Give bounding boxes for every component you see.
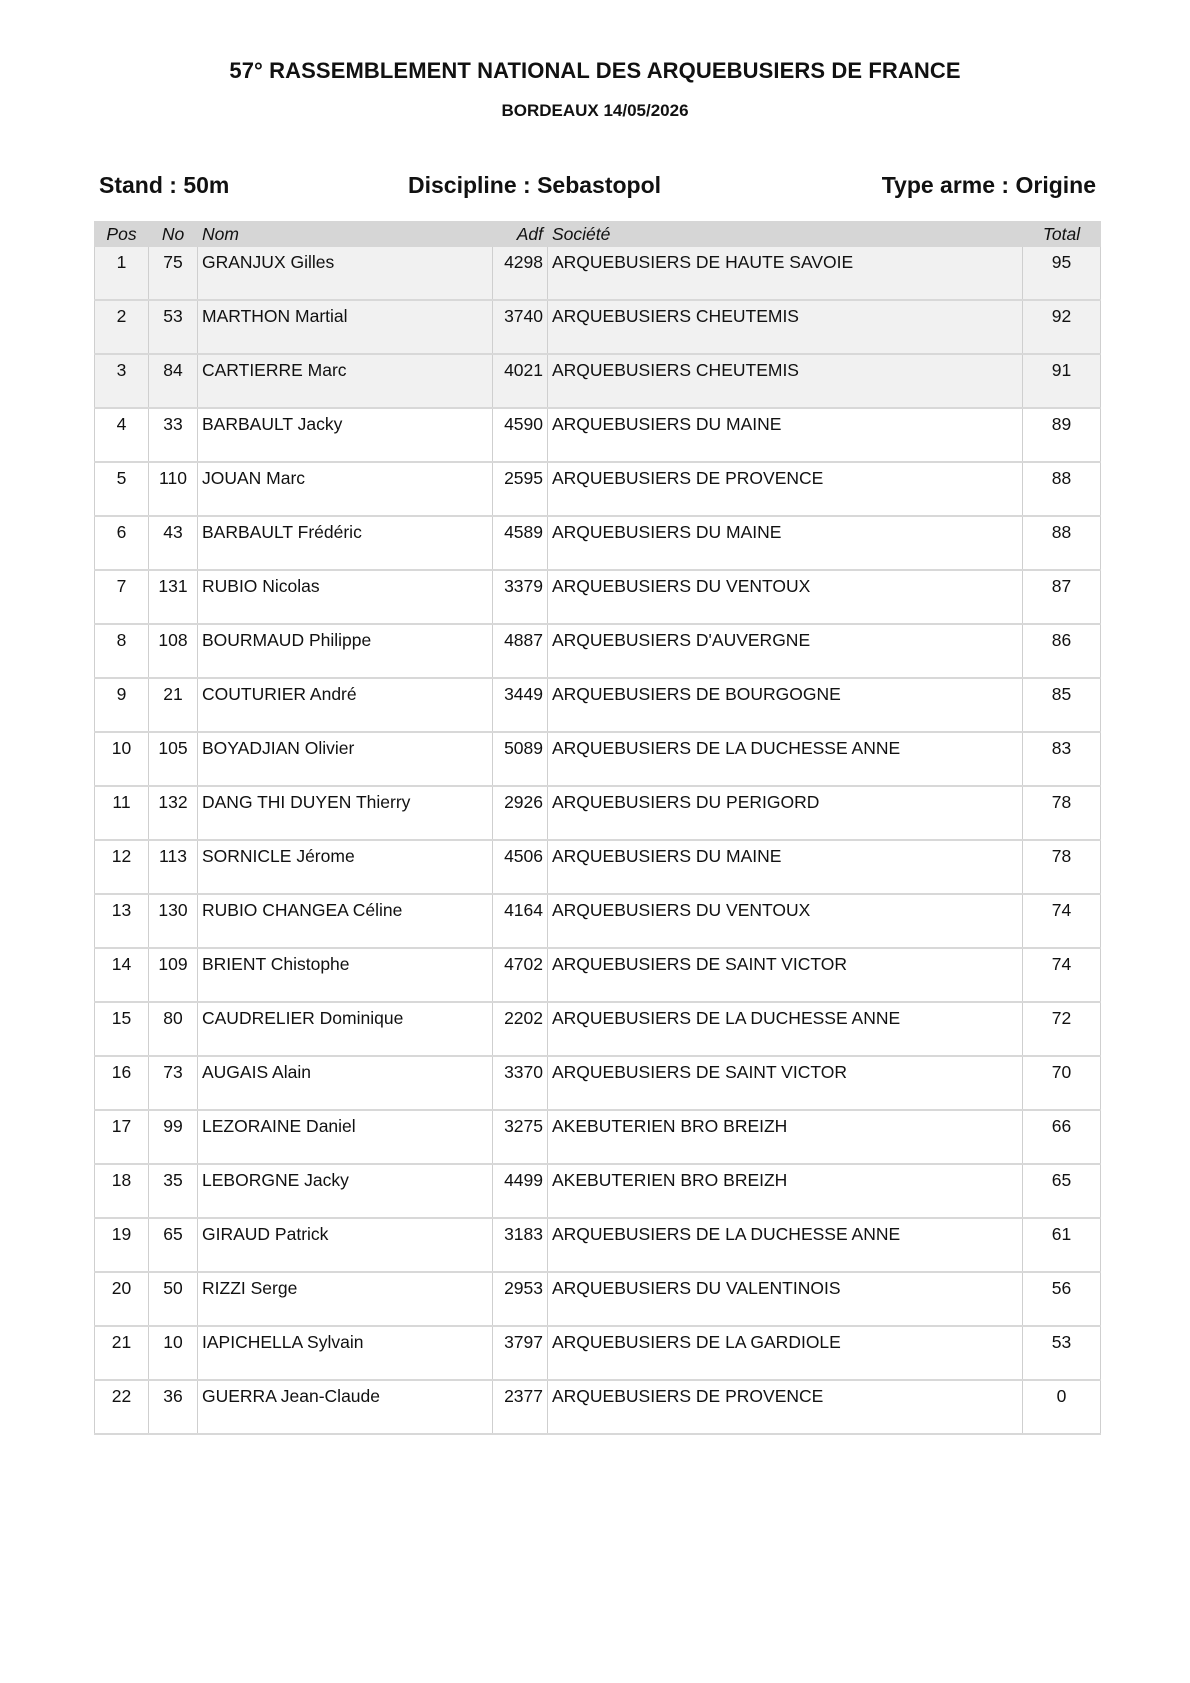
- cell-total: 74: [1023, 948, 1101, 1002]
- results-table-header: [95, 221, 1101, 247]
- cell-no: 21: [149, 678, 198, 732]
- cell-pos: 5: [95, 462, 149, 516]
- discipline-label: Discipline : Sebastopol: [408, 172, 662, 198]
- cell-societe: ARQUEBUSIERS DU VENTOUX: [548, 570, 1023, 624]
- cell-adf: 2202: [493, 1002, 548, 1056]
- cell-pos: 10: [95, 732, 149, 786]
- cell-pos: 18: [95, 1164, 149, 1218]
- cell-nom: AUGAIS Alain: [198, 1056, 493, 1110]
- cell-pos: 2: [95, 300, 149, 354]
- cell-societe: ARQUEBUSIERS DE BOURGOGNE: [548, 678, 1023, 732]
- cell-adf: 4298: [493, 247, 548, 300]
- cell-nom: RUBIO Nicolas: [198, 570, 493, 624]
- cell-societe: ARQUEBUSIERS DU VALENTINOIS: [548, 1272, 1023, 1326]
- cell-pos: 22: [95, 1380, 149, 1434]
- cell-pos: 1: [95, 247, 149, 300]
- cell-total: 86: [1023, 624, 1101, 678]
- column-header-pos: Pos: [95, 221, 149, 247]
- cell-nom: BRIENT Chistophe: [198, 948, 493, 1002]
- cell-nom: JOUAN Marc: [198, 462, 493, 516]
- cell-societe: ARQUEBUSIERS DE PROVENCE: [548, 462, 1023, 516]
- cell-pos: 6: [95, 516, 149, 570]
- cell-nom: CAUDRELIER Dominique: [198, 1002, 493, 1056]
- cell-societe: ARQUEBUSIERS DU VENTOUX: [548, 894, 1023, 948]
- cell-pos: 16: [95, 1056, 149, 1110]
- cell-pos: 19: [95, 1218, 149, 1272]
- cell-no: 130: [149, 894, 198, 948]
- table-row: [95, 408, 1101, 462]
- cell-no: 65: [149, 1218, 198, 1272]
- cell-adf: 3740: [493, 300, 548, 354]
- cell-societe: AKEBUTERIEN BRO BREIZH: [548, 1164, 1023, 1218]
- cell-societe: ARQUEBUSIERS DU PERIGORD: [548, 786, 1023, 840]
- cell-total: 56: [1023, 1272, 1101, 1326]
- results-table-body: [95, 247, 1101, 1434]
- table-row: [95, 732, 1101, 786]
- cell-pos: 8: [95, 624, 149, 678]
- cell-societe: ARQUEBUSIERS DU MAINE: [548, 408, 1023, 462]
- cell-societe: ARQUEBUSIERS DE LA GARDIOLE: [548, 1326, 1023, 1380]
- cell-pos: 12: [95, 840, 149, 894]
- cell-societe: ARQUEBUSIERS DE SAINT VICTOR: [548, 948, 1023, 1002]
- table-row: [95, 570, 1101, 624]
- table-row: [95, 678, 1101, 732]
- cell-nom: BARBAULT Jacky: [198, 408, 493, 462]
- cell-societe: ARQUEBUSIERS CHEUTEMIS: [548, 354, 1023, 408]
- table-row: [95, 1326, 1101, 1380]
- cell-societe: ARQUEBUSIERS DU MAINE: [548, 840, 1023, 894]
- cell-total: 74: [1023, 894, 1101, 948]
- table-row: [95, 462, 1101, 516]
- stand-label: Stand : 50m: [99, 172, 230, 198]
- cell-societe: ARQUEBUSIERS DE LA DUCHESSE ANNE: [548, 732, 1023, 786]
- cell-adf: 5089: [493, 732, 548, 786]
- cell-no: 80: [149, 1002, 198, 1056]
- cell-adf: 2926: [493, 786, 548, 840]
- cell-pos: 15: [95, 1002, 149, 1056]
- cell-total: 95: [1023, 247, 1101, 300]
- table-row: [95, 1002, 1101, 1056]
- cell-total: 87: [1023, 570, 1101, 624]
- cell-nom: COUTURIER André: [198, 678, 493, 732]
- cell-no: 43: [149, 516, 198, 570]
- cell-no: 99: [149, 1110, 198, 1164]
- table-row: [95, 1056, 1101, 1110]
- cell-no: 73: [149, 1056, 198, 1110]
- cell-no: 110: [149, 462, 198, 516]
- cell-adf: 3449: [493, 678, 548, 732]
- cell-societe: ARQUEBUSIERS DE HAUTE SAVOIE: [548, 247, 1023, 300]
- cell-pos: 13: [95, 894, 149, 948]
- cell-pos: 14: [95, 948, 149, 1002]
- cell-total: 89: [1023, 408, 1101, 462]
- cell-societe: ARQUEBUSIERS D'AUVERGNE: [548, 624, 1023, 678]
- table-row: [95, 354, 1101, 408]
- cell-no: 75: [149, 247, 198, 300]
- cell-pos: 9: [95, 678, 149, 732]
- table-row: [95, 247, 1101, 300]
- column-header-adf: Adf: [493, 221, 548, 247]
- cell-adf: 4506: [493, 840, 548, 894]
- cell-total: 65: [1023, 1164, 1101, 1218]
- table-row: [95, 624, 1101, 678]
- cell-total: 83: [1023, 732, 1101, 786]
- cell-pos: 21: [95, 1326, 149, 1380]
- cell-nom: LEBORGNE Jacky: [198, 1164, 493, 1218]
- cell-total: 0: [1023, 1380, 1101, 1434]
- cell-adf: 3370: [493, 1056, 548, 1110]
- table-row: [95, 1164, 1101, 1218]
- header-row: [95, 221, 1101, 247]
- cell-nom: DANG THI DUYEN Thierry: [198, 786, 493, 840]
- cell-societe: ARQUEBUSIERS DU MAINE: [548, 516, 1023, 570]
- cell-adf: 4702: [493, 948, 548, 1002]
- table-row: [95, 1380, 1101, 1434]
- table-row: [95, 840, 1101, 894]
- cell-adf: 4589: [493, 516, 548, 570]
- cell-no: 35: [149, 1164, 198, 1218]
- cell-adf: 3797: [493, 1326, 548, 1380]
- cell-total: 91: [1023, 354, 1101, 408]
- cell-nom: LEZORAINE Daniel: [198, 1110, 493, 1164]
- column-header-nom: Nom: [198, 221, 493, 247]
- cell-societe: ARQUEBUSIERS DE LA DUCHESSE ANNE: [548, 1218, 1023, 1272]
- cell-adf: 3379: [493, 570, 548, 624]
- cell-nom: CARTIERRE Marc: [198, 354, 493, 408]
- cell-no: 36: [149, 1380, 198, 1434]
- cell-nom: RUBIO CHANGEA Céline: [198, 894, 493, 948]
- cell-societe: AKEBUTERIEN BRO BREIZH: [548, 1110, 1023, 1164]
- table-row: [95, 1110, 1101, 1164]
- cell-nom: IAPICHELLA Sylvain: [198, 1326, 493, 1380]
- cell-nom: BOYADJIAN Olivier: [198, 732, 493, 786]
- cell-adf: 4164: [493, 894, 548, 948]
- cell-total: 61: [1023, 1218, 1101, 1272]
- cell-nom: SORNICLE Jérome: [198, 840, 493, 894]
- cell-total: 92: [1023, 300, 1101, 354]
- column-header-societe: Société: [548, 221, 1023, 247]
- cell-total: 72: [1023, 1002, 1101, 1056]
- cell-total: 78: [1023, 786, 1101, 840]
- table-row: [95, 894, 1101, 948]
- cell-nom: GIRAUD Patrick: [198, 1218, 493, 1272]
- cell-total: 88: [1023, 516, 1101, 570]
- cell-adf: 2377: [493, 1380, 548, 1434]
- cell-total: 85: [1023, 678, 1101, 732]
- table-row: [95, 948, 1101, 1002]
- cell-total: 70: [1023, 1056, 1101, 1110]
- cell-no: 53: [149, 300, 198, 354]
- cell-total: 88: [1023, 462, 1101, 516]
- cell-nom: GUERRA Jean-Claude: [198, 1380, 493, 1434]
- cell-adf: 4887: [493, 624, 548, 678]
- cell-no: 33: [149, 408, 198, 462]
- cell-total: 53: [1023, 1326, 1101, 1380]
- results-table: [94, 221, 1101, 1435]
- cell-pos: 7: [95, 570, 149, 624]
- cell-total: 78: [1023, 840, 1101, 894]
- cell-no: 109: [149, 948, 198, 1002]
- cell-no: 84: [149, 354, 198, 408]
- cell-no: 132: [149, 786, 198, 840]
- cell-no: 108: [149, 624, 198, 678]
- cell-nom: BOURMAUD Philippe: [198, 624, 493, 678]
- cell-nom: BARBAULT Frédéric: [198, 516, 493, 570]
- cell-societe: ARQUEBUSIERS DE PROVENCE: [548, 1380, 1023, 1434]
- cell-adf: 3275: [493, 1110, 548, 1164]
- table-row: [95, 786, 1101, 840]
- cell-adf: 4590: [493, 408, 548, 462]
- cell-societe: ARQUEBUSIERS DE LA DUCHESSE ANNE: [548, 1002, 1023, 1056]
- table-row: [95, 1218, 1101, 1272]
- cell-total: 66: [1023, 1110, 1101, 1164]
- cell-adf: 3183: [493, 1218, 548, 1272]
- type-arme-label: Type arme : Origine: [881, 172, 1096, 198]
- table-row: [95, 516, 1101, 570]
- document-subtitle: BORDEAUX 14/05/2026: [501, 101, 689, 120]
- cell-nom: MARTHON Martial: [198, 300, 493, 354]
- cell-societe: ARQUEBUSIERS CHEUTEMIS: [548, 300, 1023, 354]
- cell-adf: 4499: [493, 1164, 548, 1218]
- document-title: 57° RASSEMBLEMENT NATIONAL DES ARQUEBUSIERS DE FRANCE: [229, 58, 961, 83]
- table-row: [95, 300, 1101, 354]
- table-row: [95, 1272, 1101, 1326]
- cell-no: 10: [149, 1326, 198, 1380]
- cell-adf: 2595: [493, 462, 548, 516]
- cell-pos: 20: [95, 1272, 149, 1326]
- cell-no: 50: [149, 1272, 198, 1326]
- cell-pos: 4: [95, 408, 149, 462]
- cell-pos: 3: [95, 354, 149, 408]
- cell-nom: GRANJUX Gilles: [198, 247, 493, 300]
- cell-adf: 2953: [493, 1272, 548, 1326]
- cell-adf: 4021: [493, 354, 548, 408]
- cell-no: 131: [149, 570, 198, 624]
- cell-no: 105: [149, 732, 198, 786]
- cell-pos: 17: [95, 1110, 149, 1164]
- cell-societe: ARQUEBUSIERS DE SAINT VICTOR: [548, 1056, 1023, 1110]
- column-header-total: Total: [1023, 221, 1101, 247]
- column-header-no: No: [149, 221, 198, 247]
- cell-nom: RIZZI Serge: [198, 1272, 493, 1326]
- cell-no: 113: [149, 840, 198, 894]
- cell-pos: 11: [95, 786, 149, 840]
